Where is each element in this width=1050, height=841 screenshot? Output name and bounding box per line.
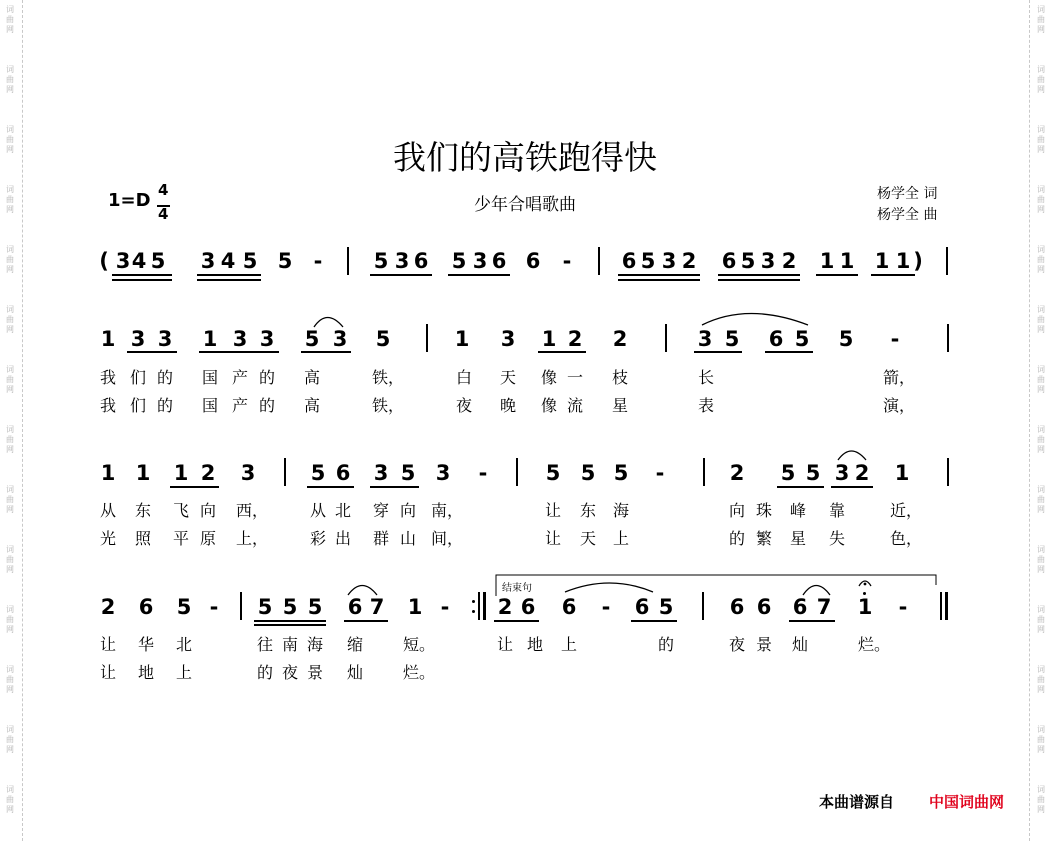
watermark-text: 词 曲 网 — [1037, 5, 1045, 34]
note: 7 — [816, 595, 832, 619]
watermark-text: 词 曲 网 — [6, 185, 14, 214]
lyric-syllable: 星 — [789, 529, 806, 548]
lyric-syllable: 产 — [231, 396, 248, 415]
note: 5 — [304, 327, 320, 351]
lyric-syllable: 景 — [306, 663, 323, 682]
note: 1 — [839, 249, 855, 273]
note: 5 — [613, 461, 629, 485]
note: 3 — [373, 461, 389, 485]
note: 3 — [240, 461, 256, 485]
lyric-syllable: 天 — [579, 529, 596, 548]
note: 5 — [257, 595, 273, 619]
note: 2 — [567, 327, 583, 351]
note: 3 — [232, 327, 248, 351]
note: 5 — [282, 595, 298, 619]
slur — [565, 583, 653, 592]
note: 5 — [640, 249, 656, 273]
lyric-syllable: 夜 — [281, 663, 298, 682]
watermark-text: 词 曲 网 — [6, 5, 14, 34]
note: 6 — [634, 595, 650, 619]
note: 3 — [130, 327, 146, 351]
note: 6 — [520, 595, 536, 619]
watermark-text: 词 曲 网 — [1037, 725, 1045, 754]
note: 3 — [394, 249, 410, 273]
note: 6 — [138, 595, 154, 619]
lyric-syllable: 北 — [334, 501, 351, 520]
note: 2 — [200, 461, 216, 485]
lyric-syllable: 晚 — [499, 396, 516, 415]
lyric-syllable: 出 — [334, 529, 351, 548]
watermark-text: 词 曲 网 — [1037, 485, 1045, 514]
note: 5 — [310, 461, 326, 485]
lyric-syllable: 地 — [526, 635, 543, 654]
note: 6 — [756, 595, 772, 619]
lyric-syllable: 色， — [890, 529, 923, 548]
note: 1 — [100, 461, 116, 485]
lyric-syllable: 铁， — [372, 396, 405, 415]
lyric-syllable: 表 — [697, 396, 714, 415]
note: 6 — [721, 249, 737, 273]
note: - — [440, 595, 450, 619]
watermark-text: 词 曲 网 — [1037, 185, 1045, 214]
lyric-syllable: 演， — [883, 396, 916, 415]
note: 1 — [819, 249, 835, 273]
note: 3 — [472, 249, 488, 273]
lyric-syllable: 彩 — [309, 529, 326, 548]
note: 6 — [413, 249, 429, 273]
lyric-syllable: 向 — [399, 501, 416, 520]
note: - — [562, 249, 572, 273]
paren-close: ) — [913, 249, 923, 273]
lyric-syllable: 像 — [540, 396, 557, 415]
song-subtitle: 少年合唱歌曲 — [474, 195, 576, 215]
ending-label: 结束句 — [502, 583, 532, 594]
lyric-syllable: 光 — [99, 529, 116, 548]
lyric-syllable: 东 — [579, 501, 596, 520]
lyric-syllable: 向 — [728, 501, 745, 520]
watermark-text: 词 曲 网 — [6, 725, 14, 754]
time-signature-bottom: 4 — [158, 205, 169, 223]
note: 3 — [115, 249, 131, 273]
source-text: 本曲谱源自 — [819, 793, 895, 811]
lyric-syllable: 枝 — [611, 368, 628, 387]
watermark-text: 词 曲 网 — [1037, 245, 1045, 274]
lyric-syllable: 峰 — [789, 501, 806, 520]
lyric-syllable: 让 — [496, 635, 513, 654]
lyric-syllable: 们 — [129, 368, 146, 387]
note: 1 — [135, 461, 151, 485]
note: 2 — [100, 595, 116, 619]
note: 4 — [220, 249, 236, 273]
slur — [314, 318, 343, 328]
note: 5 — [740, 249, 756, 273]
watermark-text: 词 曲 网 — [1037, 425, 1045, 454]
lyric-syllable: 西， — [236, 501, 269, 520]
lyric-syllable: 让 — [99, 663, 116, 682]
lyric-syllable: 的 — [156, 396, 173, 415]
note: 6 — [347, 595, 363, 619]
lyric-syllable: 往 — [256, 635, 273, 654]
composer-credit: 杨学全 曲 — [877, 207, 938, 223]
lyric-syllable: 的 — [258, 396, 275, 415]
note: 5 — [307, 595, 323, 619]
note: 3 — [435, 461, 451, 485]
note: 3 — [661, 249, 677, 273]
note: 6 — [525, 249, 541, 273]
paren-open: ( — [99, 249, 109, 273]
watermark-text: 词 曲 网 — [1037, 605, 1045, 634]
watermark-text: 词 曲 网 — [6, 785, 14, 814]
note: 3 — [157, 327, 173, 351]
note: 5 — [838, 327, 854, 351]
note: 5 — [277, 249, 293, 273]
note: 1 — [100, 327, 116, 351]
watermark-text: 词 曲 网 — [6, 425, 14, 454]
note: 6 — [621, 249, 637, 273]
note: 3 — [760, 249, 776, 273]
note: 2 — [781, 249, 797, 273]
note: 5 — [373, 249, 389, 273]
watermark-text: 词 曲 网 — [1037, 665, 1045, 694]
note: 7 — [369, 595, 385, 619]
lyric-syllable: 箭， — [883, 368, 916, 387]
note: 5 — [400, 461, 416, 485]
note: 1 — [173, 461, 189, 485]
note: 2 — [854, 461, 870, 485]
lyric-syllable: 的 — [256, 663, 273, 682]
watermark-text: 词 曲 网 — [1037, 125, 1045, 154]
watermark-text: 词 曲 网 — [6, 365, 14, 394]
lyric-syllable: 长 — [697, 368, 714, 387]
watermark-text: 词 曲 网 — [6, 125, 14, 154]
note: 5 — [451, 249, 467, 273]
note: 6 — [729, 595, 745, 619]
lyric-syllable: 星 — [611, 396, 628, 415]
note: - — [209, 595, 219, 619]
lyric-syllable: 景 — [755, 635, 772, 654]
note: 5 — [242, 249, 258, 273]
lyric-syllable: 短。 — [403, 635, 436, 654]
lyric-syllable: 的 — [258, 368, 275, 387]
note: 1 — [454, 327, 470, 351]
lyric-syllable: 缩 — [346, 635, 363, 654]
lyric-syllable: 高 — [303, 368, 320, 387]
note: - — [601, 595, 611, 619]
note: 5 — [176, 595, 192, 619]
note: 3 — [834, 461, 850, 485]
slur — [803, 586, 830, 596]
fermata-dot — [864, 583, 867, 586]
lyric-syllable: 灿 — [346, 663, 363, 682]
note: 2 — [497, 595, 513, 619]
note: 3 — [697, 327, 713, 351]
lyric-syllable: 白 — [455, 368, 472, 387]
lyric-syllable: 们 — [129, 396, 146, 415]
note: 6 — [768, 327, 784, 351]
note: 1 — [857, 595, 873, 619]
lyric-syllable: 上， — [236, 529, 269, 548]
lyricist-credit: 杨学全 词 — [877, 186, 938, 202]
slur — [702, 314, 808, 326]
lyric-syllable: 让 — [99, 635, 116, 654]
song-title: 我们的高铁跑得快 — [393, 138, 657, 177]
note: 4 — [131, 249, 147, 273]
lyric-syllable: 山 — [399, 529, 416, 548]
lyric-syllable: 的 — [657, 635, 674, 654]
watermark-text: 词 曲 网 — [6, 605, 14, 634]
lyric-syllable: 地 — [137, 663, 154, 682]
lyric-syllable: 平 — [172, 529, 189, 548]
note: 2 — [681, 249, 697, 273]
note: 6 — [491, 249, 507, 273]
note: - — [313, 249, 323, 273]
lyric-syllable: 南 — [281, 635, 298, 654]
note: 3 — [500, 327, 516, 351]
lyric-syllable: 失 — [828, 529, 845, 548]
lyric-syllable: 夜 — [728, 635, 745, 654]
lyric-syllable: 群 — [372, 529, 389, 548]
lyric-syllable: 我 — [99, 396, 116, 415]
note: 6 — [335, 461, 351, 485]
watermark-text: 词 曲 网 — [1037, 545, 1045, 574]
lyric-syllable: 照 — [134, 529, 151, 548]
note: 1 — [894, 461, 910, 485]
slur — [838, 451, 866, 460]
note: 5 — [805, 461, 821, 485]
watermark-text: 词 曲 网 — [6, 665, 14, 694]
key-signature: 1=D — [108, 190, 151, 211]
lyric-syllable: 国 — [201, 396, 218, 415]
lyric-syllable: 夜 — [455, 396, 472, 415]
note: 1 — [895, 249, 911, 273]
watermark-text: 词 曲 网 — [6, 245, 14, 274]
lyric-syllable: 国 — [201, 368, 218, 387]
lyric-syllable: 天 — [499, 368, 516, 387]
note: 5 — [658, 595, 674, 619]
note: 5 — [780, 461, 796, 485]
note: 5 — [580, 461, 596, 485]
note: 5 — [150, 249, 166, 273]
lyric-syllable: 的 — [728, 529, 745, 548]
lyric-syllable: 穿 — [372, 501, 389, 520]
lyric-syllable: 近， — [890, 501, 923, 520]
note: - — [898, 595, 908, 619]
lyric-syllable: 高 — [303, 396, 320, 415]
lyric-syllable: 铁， — [372, 368, 405, 387]
lyric-syllable: 间， — [431, 529, 464, 548]
lyric-syllable: 向 — [199, 501, 216, 520]
lyric-syllable: 的 — [156, 368, 173, 387]
note: 5 — [724, 327, 740, 351]
slur — [348, 586, 377, 596]
lyric-syllable: 南， — [431, 501, 464, 520]
lyric-syllable: 产 — [231, 368, 248, 387]
watermark-text: 词 曲 网 — [6, 305, 14, 334]
lyric-syllable: 烂。 — [403, 663, 436, 682]
lyric-syllable: 一 — [566, 368, 583, 387]
site-name-link[interactable]: 中国词曲网 — [929, 793, 1005, 811]
watermark-text: 词 曲 网 — [6, 545, 14, 574]
lyric-syllable: 原 — [199, 529, 216, 548]
note: 1 — [874, 249, 890, 273]
note: 2 — [729, 461, 745, 485]
note: 6 — [561, 595, 577, 619]
lyric-syllable: 从 — [99, 501, 116, 520]
note: 6 — [792, 595, 808, 619]
lyric-syllable: 从 — [309, 501, 326, 520]
lyric-syllable: 让 — [544, 529, 561, 548]
note: 3 — [332, 327, 348, 351]
lyric-syllable: 飞 — [172, 501, 189, 520]
lyric-syllable: 灿 — [791, 635, 808, 654]
lyric-syllable: 华 — [137, 635, 154, 654]
lyric-syllable: 海 — [306, 635, 323, 654]
lyric-syllable: 上 — [612, 529, 629, 548]
watermark-text: 词 曲 网 — [1037, 65, 1045, 94]
watermark-text: 词 曲 网 — [1037, 365, 1045, 394]
watermark-text: 词 曲 网 — [6, 485, 14, 514]
lyric-syllable: 上 — [175, 663, 192, 682]
time-signature-top: 4 — [158, 181, 169, 199]
watermark-text: 词 曲 网 — [6, 65, 14, 94]
watermark-text: 词 曲 网 — [1037, 305, 1045, 334]
watermark-text: 词 曲 网 — [1037, 785, 1045, 814]
note: 1 — [541, 327, 557, 351]
lyric-syllable: 珠 — [755, 501, 772, 520]
note: - — [478, 461, 488, 485]
lyric-syllable: 海 — [612, 501, 629, 520]
note: 5 — [545, 461, 561, 485]
note: - — [890, 327, 900, 351]
lyric-syllable: 烂。 — [858, 635, 891, 654]
lyric-syllable: 东 — [134, 501, 151, 520]
lyric-syllable: 像 — [540, 368, 557, 387]
note: 3 — [259, 327, 275, 351]
lyric-syllable: 靠 — [828, 501, 845, 520]
note: 2 — [612, 327, 628, 351]
lyric-syllable: 流 — [566, 396, 583, 415]
lyric-syllable: 北 — [175, 635, 192, 654]
lyric-syllable: 上 — [560, 635, 577, 654]
note: 5 — [375, 327, 391, 351]
note: - — [655, 461, 665, 485]
lyric-syllable: 我 — [99, 368, 116, 387]
note: 1 — [407, 595, 423, 619]
lyric-syllable: 繁 — [755, 529, 772, 548]
lyric-syllable: 让 — [544, 501, 561, 520]
note: 1 — [202, 327, 218, 351]
note: 3 — [200, 249, 216, 273]
note: 5 — [794, 327, 810, 351]
